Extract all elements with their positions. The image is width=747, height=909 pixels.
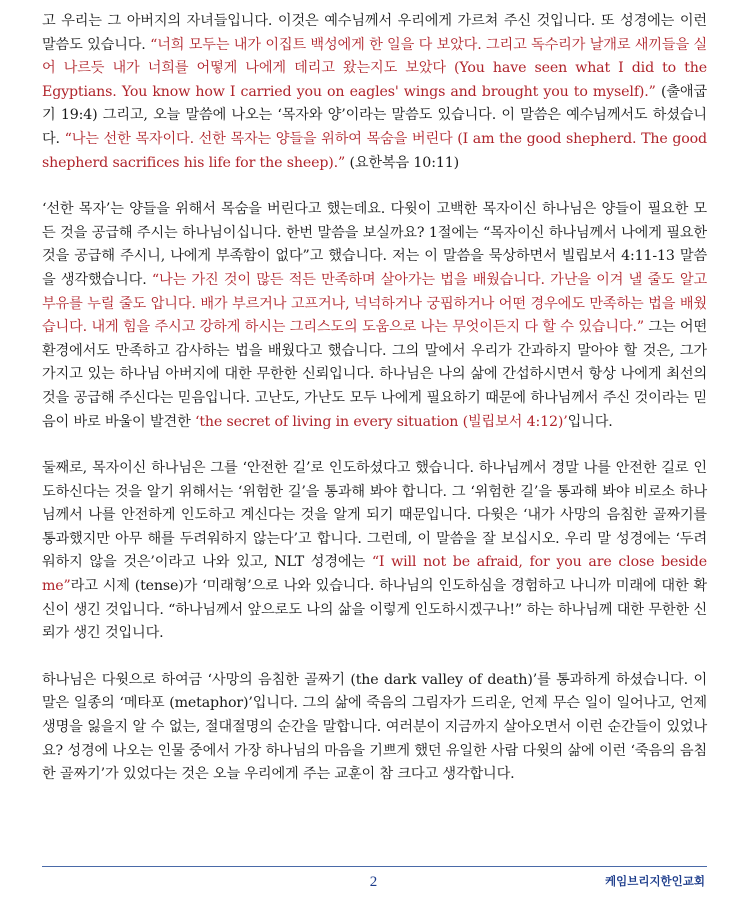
text-segment: 라고 시제 (tense)가 ‘미래형’으로 나와 있습니다. 하나님의 인도하심을 경험하고 나니까 미래에 대한 확신이 생긴 것입니다. “하나님께서 앞으로도 나의 삶을 이렇게 인도하시겠구나!” 하는 하나님께 대한 무한한 신뢰가 생긴 것입니다. bbox=[42, 578, 707, 642]
paragraph-4 bbox=[42, 669, 707, 787]
scripture-quote: “나는 가진 것이 많든 적든 만족하며 살아가는 법을 배웠습니다. 가난을 이겨 낼 줄도 알고 부유를 누릴 줄도 압니다. 배가 부르거나 고프거나, 넉넉하거나 궁핍하거나 어떤 경우에도 만족하는 법을 배웠습니다. 내게 힘을 주시고 강하게 하시는 그리스도의 도움으로 나는 무엇이든지 다 할 수 있습니다.” bbox=[42, 271, 708, 336]
text-segment: ‘선한 목자’는 양들을 위해서 목숨을 버린다고 했는데요. 다윗이 고백한 목자이신 하나님은 양들이 필요한 모든 것을 공급해 주시는 하나님이십니다. 한번 말씀을 보실까요? 1절에는 “목자이신 하나님께서 나에게 필요한 것을 공급해 주시니, 나에게 부족함이 없다”고 했습니다. 저는 이 말씀을 묵상하면서 빌립보서 4:11-13 말씀을 생각했습니다. bbox=[42, 201, 707, 288]
scripture-quote: “나는 선한 목자이다. 선한 목자는 양들을 위하여 목숨을 버린다 (I am the good shepherd. The good shepherd sacrifices his life for the sheep).” bbox=[42, 130, 707, 171]
text-segment: 입니다. bbox=[567, 413, 613, 430]
text-segment: (출애굽기 19:4) 그리고, 오늘 말씀에 나오는 ‘목자와 양’이라는 말씀도 있습니다. 이 말씀은 예수님께서도 하셨습니다. bbox=[42, 83, 708, 147]
scripture-quote: “너희 모두는 내가 이집트 백성에게 한 일을 다 보았다. 그리고 독수리가 날개로 새끼들을 실어 나르듯 내가 너희를 어떻게 나에게 데리고 왔는지도 보았다 (You have seen what I did to the Egyptians. You know how I carried you on eagles' wings and brought you to myself).” bbox=[42, 36, 707, 100]
paragraph-2 bbox=[42, 198, 707, 434]
document-body bbox=[42, 10, 707, 810]
text-segment: 그는 어떤 환경에서도 만족하고 감사하는 법을 배웠다고 했습니다. 그의 말에서 우리가 간과하지 말아야 할 것은, 그가 가지고 있는 하나님 아버지에 대한 무한한 신뢰입니다. 하나님은 나의 삶에 간섭하시면서 항상 나에게 최선의 것을 공급해 주신다는 믿음입니다. 고난도, 가난도 모두 나에게 필요하기 때문에 하나님께서 주신 것이라는 믿음이 바로 바울이 발견한 bbox=[42, 319, 707, 430]
text-segment: 둘째로, 목자이신 하나님은 그를 ‘안전한 길’로 인도하셨다고 했습니다. 하나님께서 경말 나를 안전한 길로 인도하신다는 것을 알기 위해서는 ‘위험한 길’을 통과해 봐야 합니다. 그 ‘위험한 길’을 통과해 봐야 비로소 하나님께서 나를 안전하게 인도하고 계신다는 것을 알게 되기 때문입니다. 다윗은 ‘내가 사망의 음침한 골짜기를 통과했지만 아무 해를 두려워하지 않는다’고 합니다. 그런데, 이 말씀을 잘 보십시오. 우리 말 성경에는 ‘두려워하지 않을 것은’이라고 나와 있고, NLT 성경에는 bbox=[42, 460, 707, 571]
text-segment: (요한복음 10:11) bbox=[345, 154, 459, 171]
text-segment: 고 우리는 그 아버지의 자녀들입니다. 이것은 예수님께서 우리에게 가르쳐 주신 것입니다. 또 성경에는 이런 말씀도 있습니다. bbox=[42, 13, 707, 53]
paragraph-3 bbox=[42, 457, 707, 646]
page-number: 2 bbox=[369, 874, 378, 890]
church-name: 케임브리지한인교회 bbox=[605, 874, 705, 888]
scripture-quote: ‘the secret of living in every situation (빌립보서 4:12)’ bbox=[195, 413, 568, 430]
text-segment: 하나님은 다윗으로 하여금 ‘사망의 음침한 골짜기 (the dark valley of death)’를 통과하게 하셨습니다. 이 말은 일종의 ‘메타포 (metaphor)’입니다. 그의 삶에 죽음의 그림자가 드리운, 언제 무슨 일이 일어나고, 언제 생명을 잃을지 알 수 없는, 절대절명의 순간을 말합니다. 여러분이 지금까지 살아오면서 이런 순간들이 있었나요? 성경에 나오는 인물 중에서 가장 하나님의 마음을 기쁘게 했던 유일한 사람 다윗의 삶에 이런 ‘죽음의 음침한 골짜기’가 있었다는 것은 오늘 우리에게 주는 교훈이 참 크다고 생각합니다. bbox=[42, 671, 707, 783]
footer-divider bbox=[42, 866, 707, 867]
paragraph-1 bbox=[42, 10, 707, 175]
scripture-quote: “I will not be afraid, for you are close beside me” bbox=[42, 554, 707, 595]
